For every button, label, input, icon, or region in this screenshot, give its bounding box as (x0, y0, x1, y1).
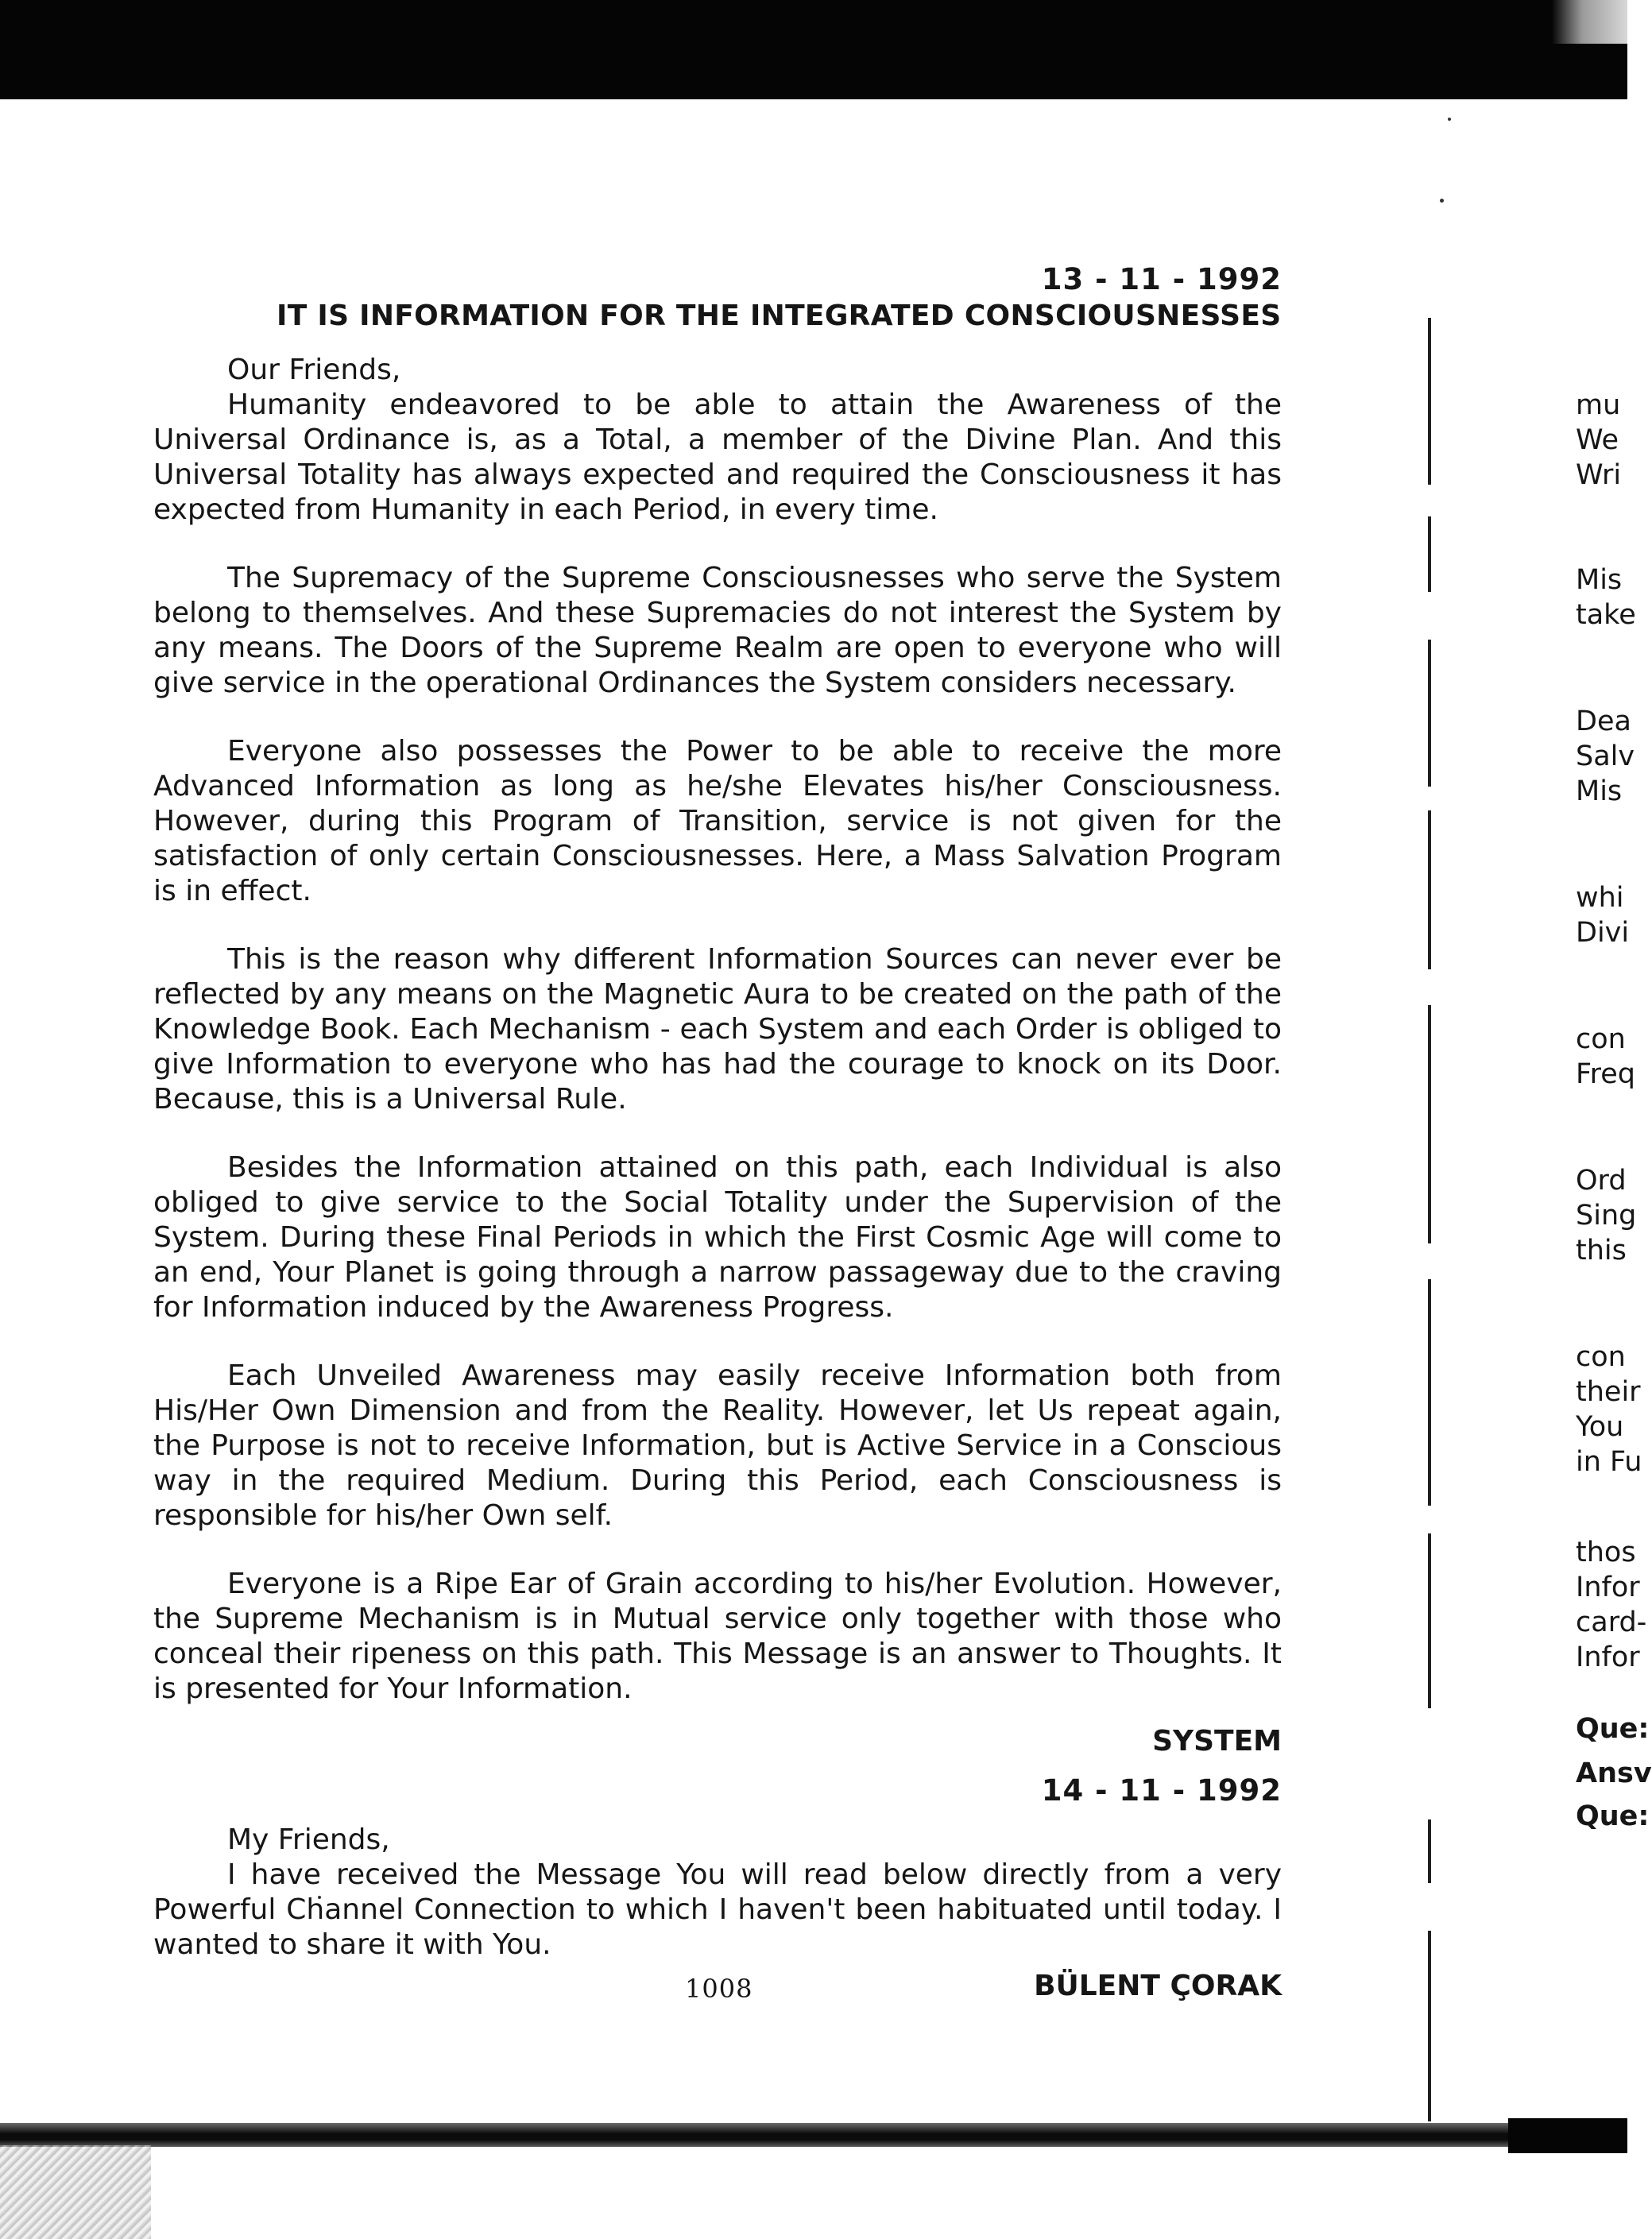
scan-bottom-border (0, 2123, 1627, 2147)
facing-page-fragment: Infor (1576, 1572, 1640, 1603)
paragraph: I have received the Message You will read below directly from a very Powerful Channel Connection to which I haven't been habituated until today. I wanted to share it with You. (153, 1858, 1282, 1961)
facing-page-fragment: You (1576, 1411, 1624, 1443)
signature-system: SYSTEM (1152, 1725, 1282, 1758)
paragraph: Humanity endeavored to be able to attain the Awareness of the Universal Ordinance is, as a Total, a member of the Divine Plan. And this Universal Totality has always expected and required the Consciousness it has expected from Humanity in each Period, in every time. (153, 389, 1282, 526)
gutter-line (1428, 1279, 1431, 1506)
facing-page-fragment: thos (1576, 1537, 1636, 1568)
facing-page-fragment: Ord (1576, 1165, 1627, 1197)
greeting: My Friends, (227, 1823, 390, 1856)
document-page (153, 262, 1282, 2004)
facing-page-fragment-column (1576, 0, 1652, 2239)
page-number: 1008 (685, 1974, 753, 2004)
gutter-line (1428, 318, 1431, 485)
gutter-line (1428, 640, 1431, 787)
paragraph: Each Unveiled Awareness may easily receive Information both from His/Her Own Dimension and from the Reality. However, let Us repeat again, the Purpose is not to receive Information, but is Active Service in a Conscious way in the required Medium. During this Period, each Consciousness is responsible for his/her Own self. (153, 1359, 1282, 1532)
greeting: Our Friends, (227, 354, 401, 386)
gutter-line (1428, 1819, 1431, 1883)
scan-top-border (0, 0, 1627, 99)
facing-page-fragment: Wri (1576, 459, 1622, 491)
facing-page-fragment: whi (1576, 882, 1624, 914)
paragraph: Everyone also possesses the Power to be able to receive the more Advanced Information as long as he/she Elevates his/her Consciousness. However, during this Program of Transition, service is not given for the satisfaction of only certain Consciousnesses. Here, a Mass Salvation Program is in effect. (153, 735, 1282, 907)
facing-page-fragment: con (1576, 1341, 1626, 1373)
scan-dark-corner (1508, 2118, 1627, 2153)
scan-fleck (1440, 199, 1444, 203)
facing-page-fragment: We (1576, 424, 1619, 456)
paragraph: Besides the Information attained on this path, each Individual is also obliged to give service to the Social Totality under the Supervision of the System. During these Final Periods in which the First Cosmic Age will come to an end, Your Planet is going through a narrow passageway due to the craving for Information induced by the Awareness Progress. (153, 1151, 1282, 1324)
facing-page-fragment: Dea (1576, 706, 1631, 737)
facing-page-fragment: this (1576, 1235, 1627, 1266)
gutter-line (1428, 1931, 1431, 2121)
message-date: 14 - 11 - 1992 (1041, 1773, 1282, 1808)
facing-page-fragment: Freq (1576, 1058, 1635, 1090)
gutter-line (1428, 1533, 1431, 1708)
facing-page-fragment: Mis (1576, 564, 1623, 596)
facing-page-fragment: Divi (1576, 917, 1630, 949)
facing-page-fragment: Que: (1576, 1713, 1650, 1745)
paragraph: This is the reason why different Information Sources can never ever be reflected by any means on the Magnetic Aura to be created on the path of the Knowledge Book. Each Mechanism - each System and each Order is obliged to give Information to everyone who has had the courage to knock on its Door. Because, this is a Universal Rule. (153, 943, 1282, 1116)
facing-page-fragment: take (1576, 599, 1636, 631)
gutter-line (1428, 810, 1431, 969)
facing-page-fragment: Mis (1576, 775, 1623, 807)
facing-page-fragment: Ansv (1576, 1758, 1652, 1789)
message-date: 13 - 11 - 1992 (1041, 262, 1282, 296)
facing-page-fragment: Salv (1576, 741, 1635, 772)
facing-page-fragment: card- (1576, 1607, 1647, 1638)
signature-author: BÜLENT ÇORAK (1034, 1970, 1282, 2002)
scan-fleck (1448, 118, 1451, 121)
paragraph: Everyone is a Ripe Ear of Grain according to his/her Evolution. However, the Supreme Mechanism is in Mutual service only together with those who conceal their ripeness on this path. This Message is an answer to Thoughts. It is presented for Your Information. (153, 1568, 1282, 1705)
facing-page-fragment: mu (1576, 389, 1621, 421)
paragraph: The Supremacy of the Supreme Consciousnesses who serve the System belong to themselves. And these Supremacies do not interest the System by any means. The Doors of the Supreme Realm are open to everyone who will give service in the operational Ordinances the System considers necessary. (153, 562, 1282, 699)
message-title: IT IS INFORMATION FOR THE INTEGRATED CONSCIOUSNESSES (277, 300, 1282, 332)
facing-page-fragment: their (1576, 1376, 1641, 1408)
facing-page-fragment: Que: (1576, 1800, 1650, 1832)
facing-page-fragment: in Fu (1576, 1446, 1642, 1478)
scan-corner-noise (0, 2145, 151, 2239)
facing-page-fragment: Infor (1576, 1642, 1640, 1673)
gutter-line (1428, 516, 1431, 592)
facing-page-fragment: Sing (1576, 1200, 1637, 1232)
facing-page-fragment: con (1576, 1023, 1626, 1055)
gutter-line (1428, 1005, 1431, 1243)
